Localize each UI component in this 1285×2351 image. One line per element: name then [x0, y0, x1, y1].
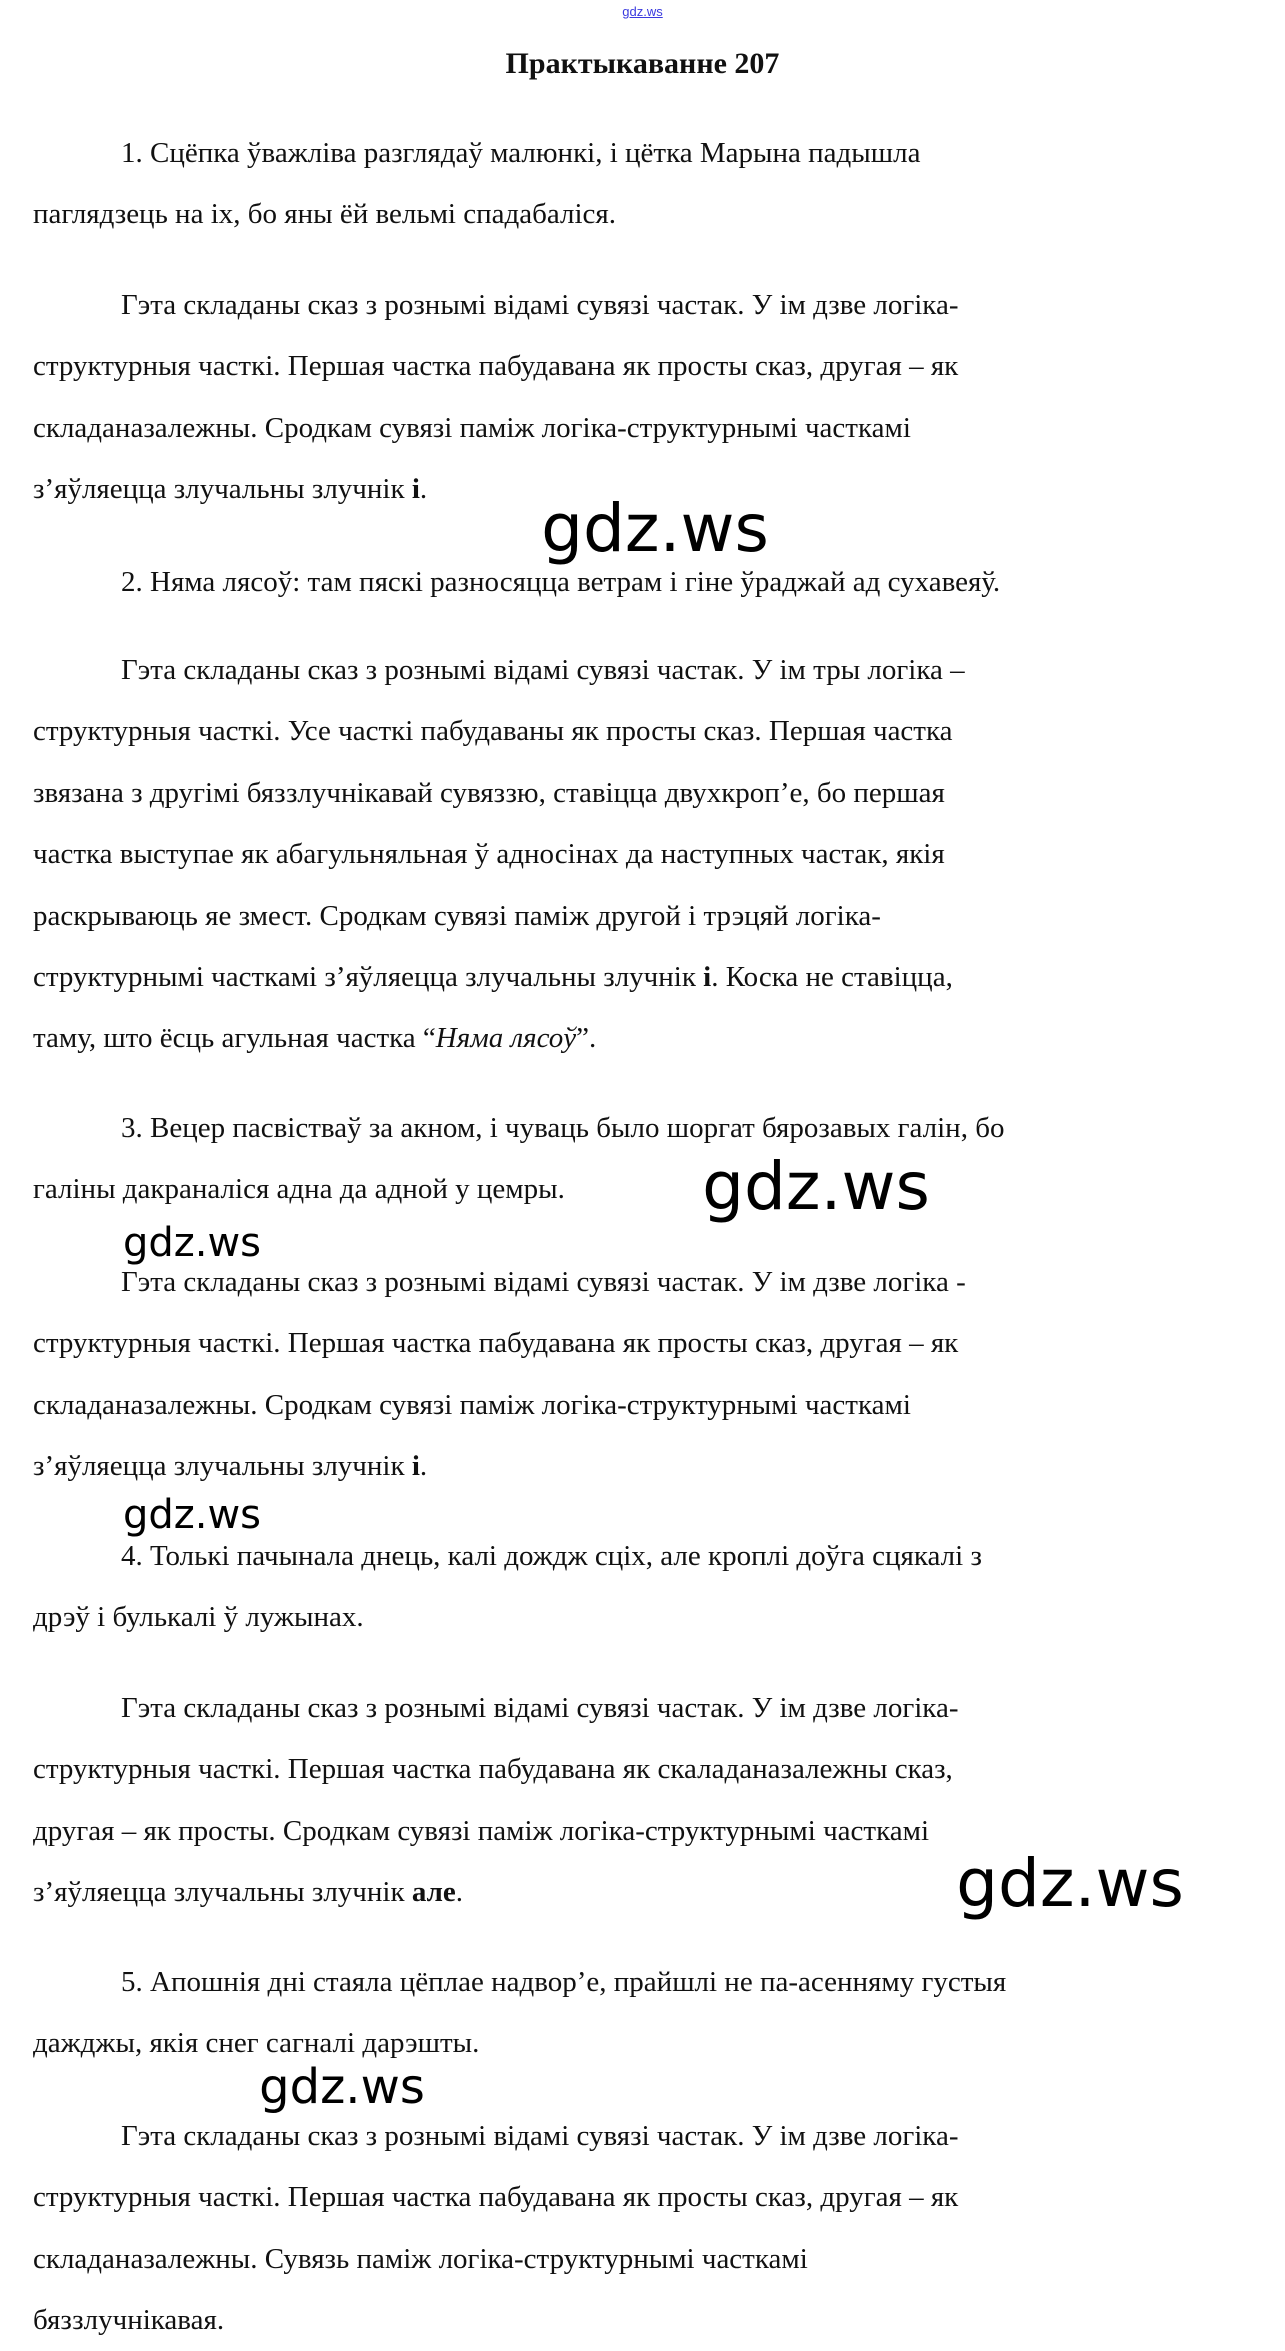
text-segment: з’яўляецца злучальны злучнік: [33, 1450, 412, 1483]
text-segment: складаназалежны. Сувязь паміж логіка-структурнымі часткамі: [33, 2242, 808, 2275]
text-line: [121, 2106, 958, 2166]
watermark: gdz.ws: [702, 1148, 930, 1225]
text-segment: 1. Сцёпка ўважліва разглядаў малюнкі, і цётка Марына падышла: [121, 137, 921, 169]
bold-text: і: [411, 1450, 420, 1483]
text-line: [33, 1159, 565, 1219]
bold-text: і: [703, 961, 712, 993]
watermark: gdz.ws: [259, 2059, 425, 2115]
text-line: [33, 1313, 958, 1373]
text-line: [33, 1436, 427, 1496]
watermark: gdz.ws: [122, 1220, 262, 1266]
text-segment: Гэта складаны сказ з рознымі відамі сувязі частак. У ім дзве логіка-: [121, 1692, 959, 1724]
text-segment: Гэта складаны сказ з рознымі відамі сувязі частак. У ім дзве логіка-: [121, 2120, 959, 2152]
text-segment: структурныя часткі. Першая частка пабудавана як скаладаназалежны сказ,: [33, 1753, 953, 1786]
text-line: [121, 1952, 1006, 2012]
watermark: gdz.ws: [956, 1845, 1184, 1922]
text-line: [33, 1862, 463, 1922]
text-segment: структурныя часткі. Першая частка пабудавана як просты сказ, другая – як: [33, 2181, 959, 2214]
text-segment: дажджы, якія снег сагналі дарэшты.: [33, 2027, 480, 2060]
text-line: [33, 2290, 224, 2350]
text-segment: .: [419, 1450, 428, 1483]
text-segment: складаназалежны. Сродкам сувязі паміж логіка-структурнымі часткамі: [33, 411, 911, 444]
text-line: [33, 824, 945, 884]
text-segment: раскрываюць яе змест. Сродкам сувязі паміж другой і трэцяй логіка-: [33, 899, 881, 932]
text-segment: Гэта складаны сказ з рознымі відамі сувязі частак. У ім дзве логіка-: [121, 289, 959, 321]
page-title: Практыкаванне 207: [505, 47, 780, 80]
text-segment: з’яўляецца злучальны злучнік: [33, 1876, 412, 1909]
text-line: [33, 1375, 911, 1435]
text-segment: 2. Няма лясоў: там пяскі разносяцца ветрам і гіне ўраджай ад сухавеяў.: [121, 566, 1001, 598]
text-segment: 5. Апошнія дні стаяла цёплае надвор’е, прайшлі не па-асенняму густыя: [121, 1966, 1007, 1998]
text-line: [121, 640, 965, 700]
text-line: [33, 886, 881, 946]
text-segment: 4. Толькі пачынала днець, калі дождж сціх, але кроплі доўга сцякалі з: [121, 1540, 982, 1572]
watermark: gdz.ws: [541, 490, 769, 567]
text-segment: 3. Вецер пасвістваў за акном, і чуваць было шоргат бярозавых галін, бо: [121, 1112, 1005, 1144]
text-segment: Гэта складаны сказ з рознымі відамі сувязі частак. У ім тры логіка –: [121, 654, 965, 686]
text-segment: структурныя часткі. Усе часткі пабудаваны як просты сказ. Першая частка: [33, 715, 953, 748]
bold-text: але: [411, 1876, 456, 1909]
text-line: [33, 459, 427, 519]
bold-text: і: [411, 473, 420, 506]
text-segment: . Коска не ставіцца,: [711, 961, 953, 993]
text-segment: дрэў і булькалі ў лужынах.: [33, 1601, 364, 1634]
text-line: [33, 336, 958, 396]
site-link[interactable]: gdz.ws: [622, 4, 663, 19]
text-line: [33, 1008, 596, 1068]
text-segment: складаназалежны. Сродкам сувязі паміж логіка-структурнымі часткамі: [33, 1388, 911, 1421]
text-line: [33, 2229, 808, 2289]
text-segment: структурныя часткі. Першая частка пабудавана як просты сказ, другая – як: [33, 350, 959, 383]
text-line: [33, 1801, 929, 1861]
text-segment: ”.: [576, 1022, 597, 1055]
text-segment: бяззлучнікавая.: [33, 2304, 225, 2337]
text-line: [121, 1678, 958, 1738]
italic-text: Няма лясоў: [435, 1022, 577, 1055]
watermark: gdz.ws: [122, 1492, 262, 1538]
text-line: [33, 763, 945, 823]
text-line: [33, 947, 953, 1007]
text-line: [33, 184, 616, 244]
text-segment: галіны дакраналіся адна да адной у цемры.: [33, 1173, 565, 1206]
text-line: [33, 398, 911, 458]
text-line: [33, 2167, 958, 2227]
text-segment: структурныя часткі. Першая частка пабудавана як просты сказ, другая – як: [33, 1327, 959, 1360]
text-line: [121, 123, 920, 183]
text-segment: таму, што ёсць агульная частка “: [33, 1022, 436, 1055]
text-line: [33, 701, 953, 761]
text-segment: структурнымі часткамі з’яўляецца злучальны злучнік: [33, 961, 704, 993]
text-segment: .: [419, 473, 428, 506]
text-segment: з’яўляецца злучальны злучнік: [33, 473, 412, 506]
text-line: [33, 1739, 953, 1799]
text-segment: частка выступае як абагульняльная ў адносінах да наступных частак, якія: [33, 838, 945, 871]
text-segment: звязана з другімі бяззлучнікавай сувяззю, ставіцца двухкроп’е, бо першая: [33, 776, 945, 809]
text-segment: другая – як просты. Сродкам сувязі паміж логіка-структурнымі часткамі: [33, 1814, 930, 1847]
text-line: [33, 1587, 364, 1647]
text-line: [121, 275, 958, 335]
text-segment: Гэта складаны сказ з рознымі відамі сувязі частак. У ім дзве логіка -: [121, 1266, 966, 1298]
text-segment: паглядзець на іх, бо яны ёй вельмі спадабаліся.: [33, 198, 617, 231]
text-segment: .: [455, 1876, 463, 1909]
